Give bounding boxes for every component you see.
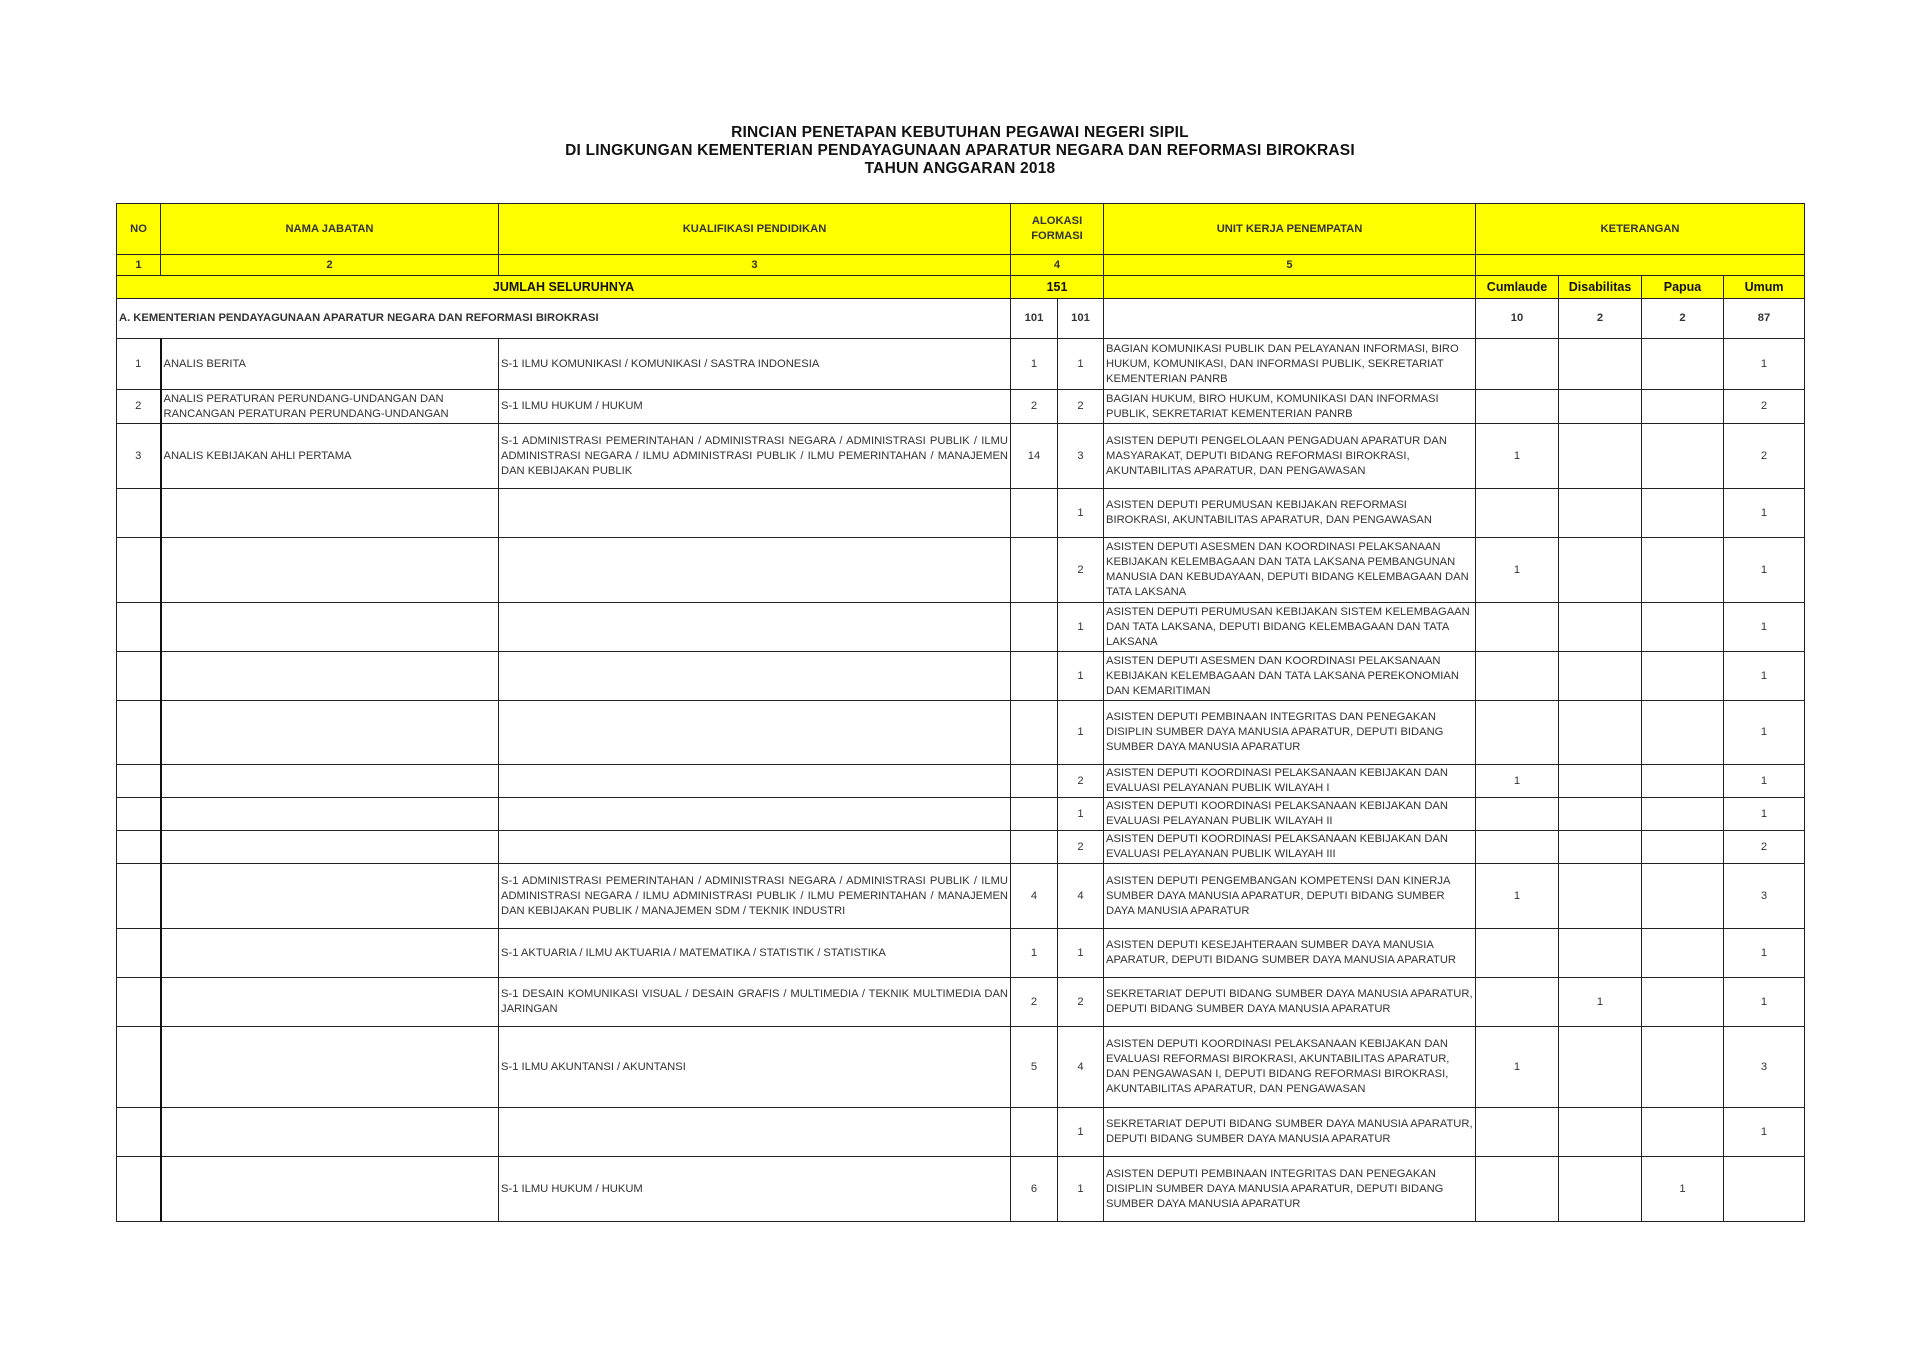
cell-alokasi: 1 (1011, 929, 1058, 978)
cell-no (117, 798, 161, 831)
cell-cumlaude (1476, 390, 1559, 424)
cell-cumlaude (1476, 1108, 1559, 1157)
table-row (117, 864, 1805, 929)
cell-disabilitas (1559, 339, 1642, 390)
cell-umum: 1 (1724, 652, 1805, 701)
cell-no: 1 (117, 339, 161, 390)
cell-alokasi: 2 (1011, 390, 1058, 424)
cell-cumlaude: 1 (1476, 538, 1559, 603)
header-num-blank (1476, 255, 1805, 276)
cell-alokasi (1011, 603, 1058, 652)
cell-no: 2 (117, 390, 161, 424)
header-row (117, 204, 1805, 255)
cell-kualifikasi (499, 538, 1011, 603)
cell-umum: 1 (1724, 929, 1805, 978)
cell-kualifikasi (499, 765, 1011, 798)
header-kualifikasi: KUALIFIKASI PENDIDIKAN (499, 204, 1011, 255)
cell-cumlaude (1476, 489, 1559, 538)
cell-nama-jabatan (161, 652, 499, 701)
cell-alokasi-unit: 1 (1058, 1157, 1104, 1222)
cell-unit-kerja: ASISTEN DEPUTI KESEJAHTERAAN SUMBER DAYA MANUSIA APARATUR, DEPUTI BIDANG SUMBER DAYA MANUSIA APARATUR (1104, 929, 1476, 978)
total-label: JUMLAH SELURUHNYA (117, 276, 1011, 299)
cell-unit-kerja: ASISTEN DEPUTI PENGELOLAAN PENGADUAN APARATUR DAN MASYARAKAT, DEPUTI BIDANG REFORMASI BIROKRASI, AKUNTABILITAS APARATUR, DAN PENGAWASAN (1104, 424, 1476, 489)
cell-kualifikasi: S-1 DESAIN KOMUNIKASI VISUAL / DESAIN GRAFIS / MULTIMEDIA / TEKNIK MULTIMEDIA DAN JARINGAN (499, 978, 1011, 1027)
cell-nama-jabatan (161, 798, 499, 831)
cell-alokasi-unit: 2 (1058, 538, 1104, 603)
table-row (117, 831, 1805, 864)
cell-no (117, 701, 161, 765)
cell-alokasi (1011, 489, 1058, 538)
cell-alokasi-unit: 1 (1058, 339, 1104, 390)
cell-papua (1642, 864, 1724, 929)
cell-disabilitas (1559, 1108, 1642, 1157)
cell-alokasi: 1 (1011, 339, 1058, 390)
cell-no: 3 (117, 424, 161, 489)
cell-alokasi: 14 (1011, 424, 1058, 489)
cell-umum: 1 (1724, 701, 1805, 765)
cell-unit-kerja: ASISTEN DEPUTI KOORDINASI PELAKSANAAN KEBIJAKAN DAN EVALUASI PELAYANAN PUBLIK WILAYAH II (1104, 798, 1476, 831)
cell-disabilitas (1559, 1027, 1642, 1108)
cell-alokasi (1011, 652, 1058, 701)
table-row (117, 603, 1805, 652)
title-line-2: DI LINGKUNGAN KEMENTERIAN PENDAYAGUNAAN APARATUR NEGARA DAN REFORMASI BIROKRASI (565, 142, 1355, 159)
cell-kualifikasi: S-1 ILMU HUKUM / HUKUM (499, 1157, 1011, 1222)
document-title-block (0, 124, 1920, 178)
cell-alokasi-unit: 1 (1058, 1108, 1104, 1157)
cell-unit-kerja: SEKRETARIAT DEPUTI BIDANG SUMBER DAYA MANUSIA APARATUR, DEPUTI BIDANG SUMBER DAYA MANUSIA APARATUR (1104, 978, 1476, 1027)
table-row (117, 765, 1805, 798)
cell-alokasi: 6 (1011, 1157, 1058, 1222)
cell-cumlaude (1476, 701, 1559, 765)
header-no: NO (117, 204, 161, 255)
cell-unit-kerja: ASISTEN DEPUTI KOORDINASI PELAKSANAAN KEBIJAKAN DAN EVALUASI PELAYANAN PUBLIK WILAYAH I (1104, 765, 1476, 798)
cell-kualifikasi (499, 701, 1011, 765)
table-row (117, 390, 1805, 424)
cell-alokasi: 2 (1011, 978, 1058, 1027)
header-unit-kerja: UNIT KERJA PENEMPATAN (1104, 204, 1476, 255)
cell-disabilitas (1559, 798, 1642, 831)
cell-alokasi (1011, 1108, 1058, 1157)
cell-no (117, 765, 161, 798)
cell-unit-kerja: ASISTEN DEPUTI PERUMUSAN KEBIJAKAN SISTEM KELEMBAGAAN DAN TATA LAKSANA, DEPUTI BIDANG KELEMBAGAAN DAN TATA LAKSANA (1104, 603, 1476, 652)
cell-papua (1642, 489, 1724, 538)
cell-umum: 3 (1724, 1027, 1805, 1108)
cell-alokasi (1011, 765, 1058, 798)
cell-cumlaude: 1 (1476, 1027, 1559, 1108)
table-row (117, 978, 1805, 1027)
cell-papua: 1 (1642, 1157, 1724, 1222)
header-num-4: 4 (1011, 255, 1104, 276)
cell-kualifikasi (499, 831, 1011, 864)
cell-papua (1642, 652, 1724, 701)
cell-papua (1642, 1108, 1724, 1157)
section-unit-blank (1104, 299, 1476, 339)
cell-unit-kerja: ASISTEN DEPUTI ASESMEN DAN KOORDINASI PELAKSANAAN KEBIJAKAN KELEMBAGAAN DAN TATA LAKSANA PEREKONOMIAN DAN KEMARITIMAN (1104, 652, 1476, 701)
cell-disabilitas (1559, 1157, 1642, 1222)
cell-cumlaude (1476, 339, 1559, 390)
col-umum: Umum (1724, 276, 1805, 299)
cell-kualifikasi (499, 652, 1011, 701)
cell-kualifikasi: S-1 AKTUARIA / ILMU AKTUARIA / MATEMATIKA / STATISTIK / STATISTIKA (499, 929, 1011, 978)
section-cumlaude: 10 (1476, 299, 1559, 339)
cell-alokasi: 5 (1011, 1027, 1058, 1108)
section-disabilitas: 2 (1559, 299, 1642, 339)
section-umum: 87 (1724, 299, 1805, 339)
cell-nama-jabatan (161, 538, 499, 603)
table-row (117, 538, 1805, 603)
cell-nama-jabatan (161, 864, 499, 929)
section-row (117, 299, 1805, 339)
cell-nama-jabatan: ANALIS KEBIJAKAN AHLI PERTAMA (161, 424, 499, 489)
cell-umum: 1 (1724, 978, 1805, 1027)
cell-umum: 3 (1724, 864, 1805, 929)
total-unit-blank (1104, 276, 1476, 299)
cell-nama-jabatan (161, 765, 499, 798)
header-num-2: 2 (161, 255, 499, 276)
total-row (117, 276, 1805, 299)
cell-kualifikasi: S-1 ILMU AKUNTANSI / AKUNTANSI (499, 1027, 1011, 1108)
cell-kualifikasi (499, 603, 1011, 652)
formasi-table (116, 203, 1805, 1222)
cell-umum: 2 (1724, 831, 1805, 864)
cell-no (117, 652, 161, 701)
header-keterangan: KETERANGAN (1476, 204, 1805, 255)
cell-nama-jabatan (161, 831, 499, 864)
cell-disabilitas: 1 (1559, 978, 1642, 1027)
section-alokasi: 101 (1011, 299, 1058, 339)
cell-no (117, 1108, 161, 1157)
cell-kualifikasi: S-1 ADMINISTRASI PEMERINTAHAN / ADMINISTRASI NEGARA / ADMINISTRASI PUBLIK / ILMU ADMINISTRASI NEGARA / ILMU ADMINISTRASI PUBLIK / ILMU PEMERINTAHAN / MANAJEMEN DAN KEBIJAKAN PUBLIK (499, 424, 1011, 489)
cell-kualifikasi: S-1 ILMU KOMUNIKASI / KOMUNIKASI / SASTRA INDONESIA (499, 339, 1011, 390)
title-line-1: RINCIAN PENETAPAN KEBUTUHAN PEGAWAI NEGERI SIPIL (731, 124, 1189, 141)
cell-alokasi-unit: 1 (1058, 603, 1104, 652)
cell-nama-jabatan (161, 489, 499, 538)
cell-umum (1724, 1157, 1805, 1222)
cell-no (117, 831, 161, 864)
table-row (117, 929, 1805, 978)
header-number-row (117, 255, 1805, 276)
cell-papua (1642, 424, 1724, 489)
cell-papua (1642, 831, 1724, 864)
cell-papua (1642, 929, 1724, 978)
table-row (117, 424, 1805, 489)
cell-umum: 1 (1724, 765, 1805, 798)
cell-alokasi-unit: 1 (1058, 701, 1104, 765)
cell-cumlaude (1476, 978, 1559, 1027)
table-row (117, 1157, 1805, 1222)
cell-kualifikasi: S-1 ADMINISTRASI PEMERINTAHAN / ADMINISTRASI NEGARA / ADMINISTRASI PUBLIK / ILMU ADMINISTRASI NEGARA / ILMU ADMINISTRASI PUBLIK / ILMU PEMERINTAHAN / MANAJEMEN DAN KEBIJAKAN PUBLIK / MANAJEMEN SDM / TEKNIK INDUSTRI (499, 864, 1011, 929)
cell-umum: 1 (1724, 538, 1805, 603)
cell-alokasi-unit: 1 (1058, 798, 1104, 831)
cell-disabilitas (1559, 765, 1642, 798)
cell-alokasi (1011, 831, 1058, 864)
cell-unit-kerja: ASISTEN DEPUTI PERUMUSAN KEBIJAKAN REFORMASI BIROKRASI, AKUNTABILITAS APARATUR, DAN PENGAWASAN (1104, 489, 1476, 538)
section-papua: 2 (1642, 299, 1724, 339)
cell-cumlaude: 1 (1476, 864, 1559, 929)
cell-cumlaude (1476, 652, 1559, 701)
cell-nama-jabatan (161, 1108, 499, 1157)
table-row (117, 701, 1805, 765)
cell-umum: 2 (1724, 390, 1805, 424)
header-num-5: 5 (1104, 255, 1476, 276)
title-line-3: TAHUN ANGGARAN 2018 (864, 160, 1056, 177)
cell-cumlaude (1476, 831, 1559, 864)
cell-unit-kerja: ASISTEN DEPUTI ASESMEN DAN KOORDINASI PELAKSANAAN KEBIJAKAN KELEMBAGAAN DAN TATA LAKSANA PEMBANGUNAN MANUSIA DAN KEBUDAYAAN, DEPUTI BIDANG KELEMBAGAAN DAN TATA LAKSANA (1104, 538, 1476, 603)
cell-no (117, 929, 161, 978)
col-cumlaude: Cumlaude (1476, 276, 1559, 299)
cell-unit-kerja: ASISTEN DEPUTI PEMBINAAN INTEGRITAS DAN PENEGAKAN DISIPLIN SUMBER DAYA MANUSIA APARATUR, DEPUTI BIDANG SUMBER DAYA MANUSIA APARATUR (1104, 1157, 1476, 1222)
cell-alokasi-unit: 4 (1058, 1027, 1104, 1108)
cell-unit-kerja: ASISTEN DEPUTI PEMBINAAN INTEGRITAS DAN PENEGAKAN DISIPLIN SUMBER DAYA MANUSIA APARATUR, DEPUTI BIDANG SUMBER DAYA MANUSIA APARATUR (1104, 701, 1476, 765)
cell-cumlaude (1476, 798, 1559, 831)
cell-papua (1642, 1027, 1724, 1108)
cell-cumlaude: 1 (1476, 765, 1559, 798)
cell-alokasi: 4 (1011, 864, 1058, 929)
cell-cumlaude (1476, 929, 1559, 978)
cell-disabilitas (1559, 929, 1642, 978)
cell-alokasi-unit: 1 (1058, 929, 1104, 978)
cell-disabilitas (1559, 424, 1642, 489)
header-nama-jabatan: NAMA JABATAN (161, 204, 499, 255)
cell-no (117, 603, 161, 652)
cell-nama-jabatan (161, 978, 499, 1027)
cell-no (117, 864, 161, 929)
cell-disabilitas (1559, 538, 1642, 603)
cell-alokasi-unit: 4 (1058, 864, 1104, 929)
cell-nama-jabatan (161, 1157, 499, 1222)
cell-unit-kerja: ASISTEN DEPUTI KOORDINASI PELAKSANAAN KEBIJAKAN DAN EVALUASI REFORMASI BIROKRASI, AKUNTABILITAS APARATUR, DAN PENGAWASAN I, DEPUTI BIDANG REFORMASI BIROKRASI, AKUNTABILITAS APARATUR, DAN PENGAWASAN (1104, 1027, 1476, 1108)
cell-disabilitas (1559, 652, 1642, 701)
cell-kualifikasi (499, 798, 1011, 831)
cell-disabilitas (1559, 489, 1642, 538)
cell-cumlaude (1476, 603, 1559, 652)
data-rows (117, 339, 1805, 1222)
cell-nama-jabatan: ANALIS PERATURAN PERUNDANG-UNDANGAN DAN RANCANGAN PERATURAN PERUNDANG-UNDANGAN (161, 390, 499, 424)
cell-disabilitas (1559, 831, 1642, 864)
cell-papua (1642, 701, 1724, 765)
cell-kualifikasi (499, 489, 1011, 538)
cell-papua (1642, 978, 1724, 1027)
table-row (117, 652, 1805, 701)
section-sub: 101 (1058, 299, 1104, 339)
cell-alokasi (1011, 798, 1058, 831)
cell-papua (1642, 538, 1724, 603)
cell-alokasi-unit: 1 (1058, 489, 1104, 538)
cell-unit-kerja: ASISTEN DEPUTI PENGEMBANGAN KOMPETENSI DAN KINERJA SUMBER DAYA MANUSIA APARATUR, DEPUTI BIDANG SUMBER DAYA MANUSIA APARATUR (1104, 864, 1476, 929)
cell-nama-jabatan (161, 929, 499, 978)
table-row (117, 798, 1805, 831)
cell-papua (1642, 765, 1724, 798)
cell-umum: 1 (1724, 1108, 1805, 1157)
table-row (117, 1108, 1805, 1157)
cell-disabilitas (1559, 701, 1642, 765)
header-alokasi: ALOKASI FORMASI (1011, 204, 1104, 255)
cell-umum: 1 (1724, 603, 1805, 652)
cell-unit-kerja: BAGIAN KOMUNIKASI PUBLIK DAN PELAYANAN INFORMASI, BIRO HUKUM, KOMUNIKASI, DAN INFORMASI PUBLIK, SEKRETARIAT KEMENTERIAN PANRB (1104, 339, 1476, 390)
cell-unit-kerja: SEKRETARIAT DEPUTI BIDANG SUMBER DAYA MANUSIA APARATUR, DEPUTI BIDANG SUMBER DAYA MANUSIA APARATUR (1104, 1108, 1476, 1157)
cell-papua (1642, 390, 1724, 424)
cell-kualifikasi (499, 1108, 1011, 1157)
total-value: 151 (1011, 276, 1104, 299)
cell-no (117, 538, 161, 603)
cell-no (117, 1027, 161, 1108)
cell-papua (1642, 798, 1724, 831)
cell-unit-kerja: ASISTEN DEPUTI KOORDINASI PELAKSANAAN KEBIJAKAN DAN EVALUASI PELAYANAN PUBLIK WILAYAH III (1104, 831, 1476, 864)
cell-nama-jabatan (161, 603, 499, 652)
table-row (117, 1027, 1805, 1108)
cell-papua (1642, 339, 1724, 390)
cell-disabilitas (1559, 603, 1642, 652)
cell-unit-kerja: BAGIAN HUKUM, BIRO HUKUM, KOMUNIKASI DAN INFORMASI PUBLIK, SEKRETARIAT KEMENTERIAN PANRB (1104, 390, 1476, 424)
table-row (117, 489, 1805, 538)
cell-umum: 1 (1724, 798, 1805, 831)
cell-cumlaude: 1 (1476, 424, 1559, 489)
cell-alokasi-unit: 2 (1058, 831, 1104, 864)
col-disabilitas: Disabilitas (1559, 276, 1642, 299)
cell-disabilitas (1559, 390, 1642, 424)
cell-cumlaude (1476, 1157, 1559, 1222)
cell-alokasi (1011, 701, 1058, 765)
cell-alokasi-unit: 2 (1058, 390, 1104, 424)
cell-no (117, 978, 161, 1027)
cell-disabilitas (1559, 864, 1642, 929)
cell-nama-jabatan (161, 701, 499, 765)
table-row (117, 339, 1805, 390)
col-papua: Papua (1642, 276, 1724, 299)
section-label: A. KEMENTERIAN PENDAYAGUNAAN APARATUR NEGARA DAN REFORMASI BIROKRASI (117, 299, 1011, 339)
cell-umum: 2 (1724, 424, 1805, 489)
cell-kualifikasi: S-1 ILMU HUKUM / HUKUM (499, 390, 1011, 424)
cell-alokasi-unit: 2 (1058, 765, 1104, 798)
cell-nama-jabatan: ANALIS BERITA (161, 339, 499, 390)
header-num-3: 3 (499, 255, 1011, 276)
cell-alokasi-unit: 3 (1058, 424, 1104, 489)
cell-nama-jabatan (161, 1027, 499, 1108)
cell-alokasi-unit: 1 (1058, 652, 1104, 701)
cell-umum: 1 (1724, 339, 1805, 390)
cell-umum: 1 (1724, 489, 1805, 538)
cell-no (117, 1157, 161, 1222)
cell-papua (1642, 603, 1724, 652)
cell-alokasi-unit: 2 (1058, 978, 1104, 1027)
cell-no (117, 489, 161, 538)
header-num-1: 1 (117, 255, 161, 276)
cell-alokasi (1011, 538, 1058, 603)
